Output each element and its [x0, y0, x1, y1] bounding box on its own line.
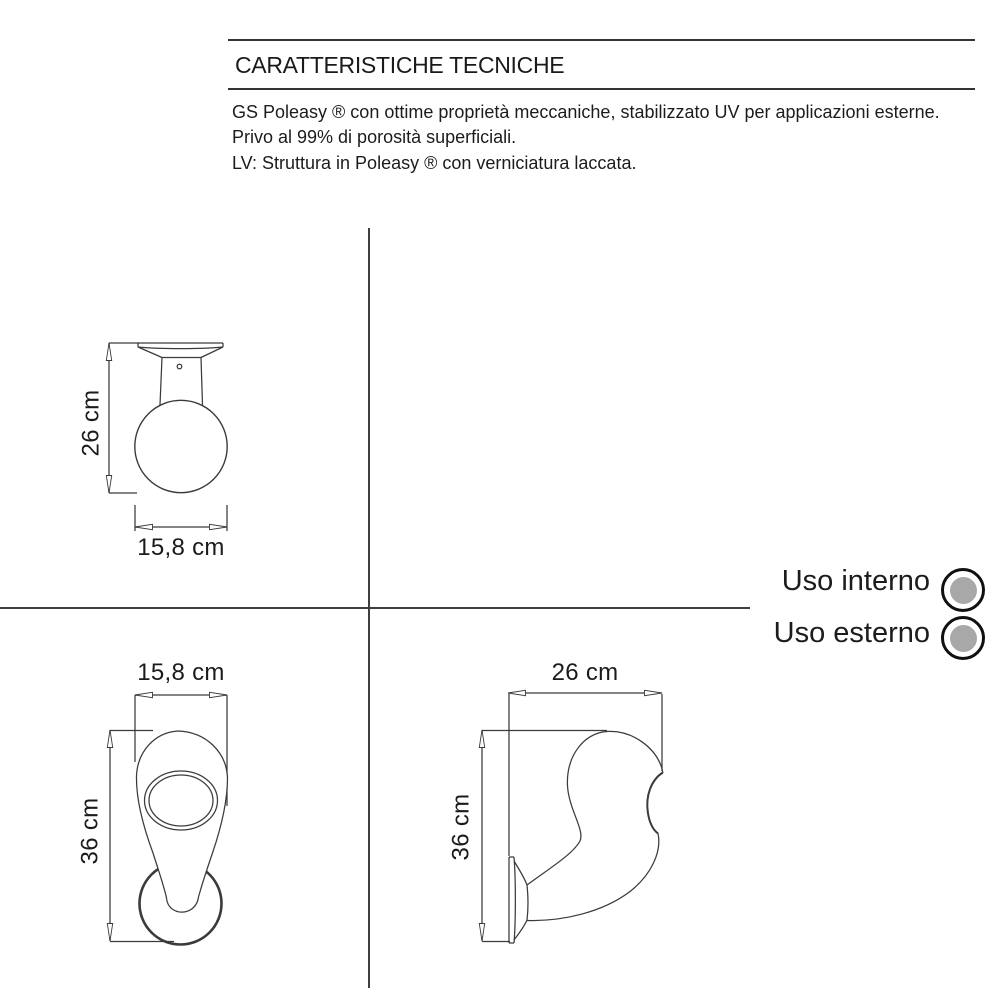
title-rule-top [228, 39, 975, 41]
arrowhead-up-icon [479, 730, 484, 748]
sphere-diffuser-outline [135, 400, 227, 492]
title-rule-bottom [228, 88, 975, 90]
front-view-width-dimension: 15,8 cm [137, 659, 225, 686]
side-view-height-dimension: 36 cm [447, 793, 475, 861]
arrowhead-up-icon [107, 730, 112, 748]
technical-description [232, 100, 972, 176]
body-notch-outline [647, 773, 663, 834]
indoor-use-label: Uso interno [781, 565, 930, 597]
description-line: LV: Struttura in Poleasy ® con verniciatura laccata. [232, 152, 637, 173]
top-view-width-dimension: 15,8 cm [137, 534, 225, 561]
arrowhead-right-icon [210, 692, 228, 697]
mounting-cone-outline [514, 861, 528, 940]
side-view-width-dimension: 26 cm [551, 659, 619, 686]
outdoor-use-label: Uso esterno [773, 617, 930, 649]
horizontal-divider-line [0, 607, 750, 609]
arrowhead-right-icon [210, 524, 228, 529]
extension-lines [109, 343, 139, 493]
extension-lines [482, 731, 607, 942]
outdoor-use-indicator-icon [941, 616, 985, 660]
arrowhead-left-icon [508, 690, 526, 695]
arrowhead-left-icon [135, 524, 153, 529]
mounting-plate-outline [138, 343, 223, 349]
outdoor-use-dot [950, 625, 977, 652]
wall-plate-outline [509, 857, 515, 943]
arrowhead-left-icon [135, 692, 153, 697]
page-title: CARATTERISTICHE TECNICHE [235, 52, 565, 78]
front-view-height-dimension: 36 cm [76, 797, 104, 865]
indoor-use-dot [950, 577, 977, 604]
extension-lines [509, 694, 662, 856]
lamp-body-profile-outline [527, 731, 663, 920]
screw-hole [177, 364, 182, 369]
arrowhead-down-icon [107, 924, 112, 942]
arrowhead-right-icon [645, 690, 663, 695]
arrowhead-down-icon [479, 924, 484, 942]
top-view-height-dimension: 26 cm [77, 389, 105, 457]
indoor-use-indicator-icon [941, 568, 985, 612]
lamp-body-outline [136, 731, 227, 912]
description-line: GS Poleasy ® con ottime proprietà meccaniche, stabilizzato UV per applicazioni esterne. [232, 102, 940, 122]
description-line: Privo al 99% di porosità superficiali. [232, 127, 517, 148]
